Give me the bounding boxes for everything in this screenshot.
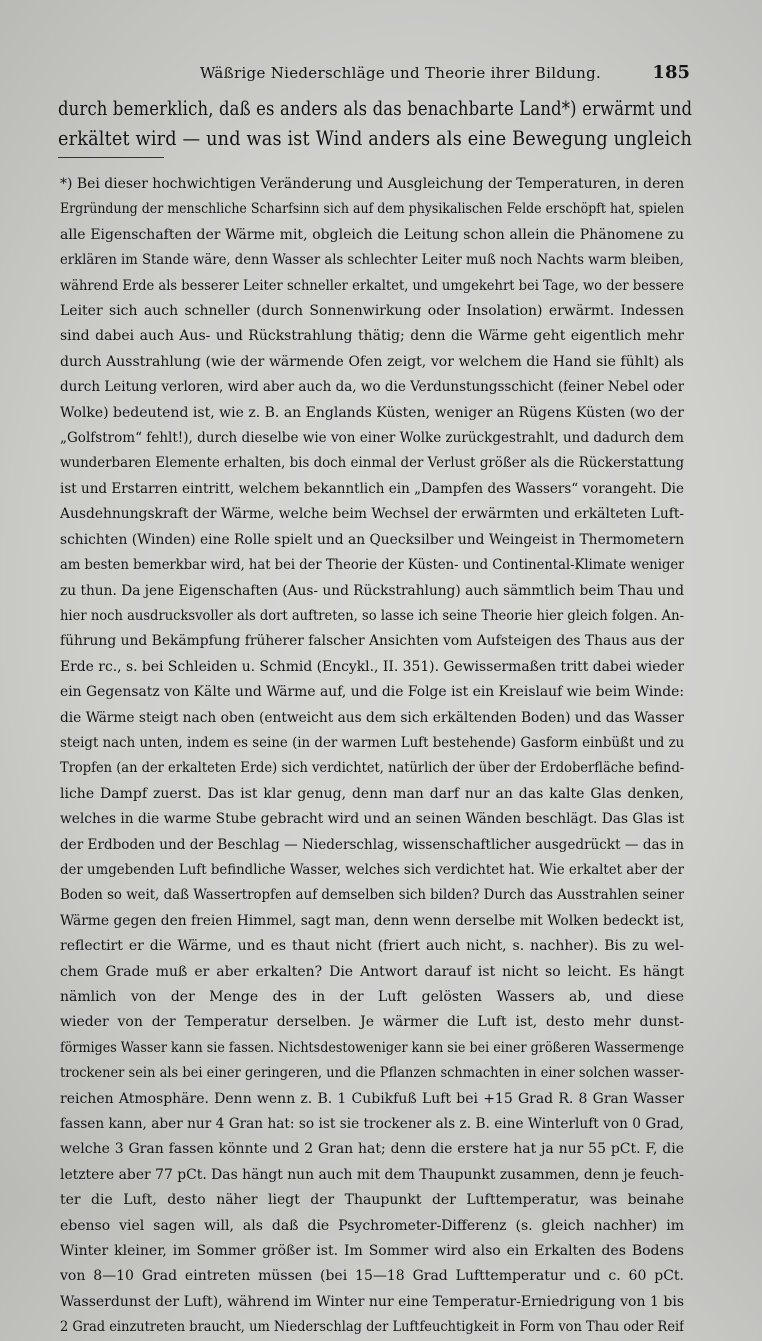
footnote-line: am besten bemerkbar wird, hat bei der Theorie der Küsten- und Continental-Klimate weniger [60, 557, 684, 574]
main-text-line: erkältet wird — und was ist Wind anders als eine Bewegung ungleich [58, 127, 692, 150]
footnote-line: von 8—10 Grad eintreten müssen (bei 15—18 Grad Lufttemperatur und c. 60 pCt. [60, 1268, 684, 1285]
footnote-line: ein Gegensatz von Kälte und Wärme auf, und die Folge ist ein Kreislauf wie beim Winde: [60, 684, 684, 701]
footnote-line: hier noch ausdrucksvoller als dort auftreten, so lasse ich seine Theorie hier gleich folgen. An- [60, 607, 684, 624]
footnote-line: reflectirt er die Wärme, und es thaut nicht (friert auch nicht, s. nachher). Bis zu wel- [60, 938, 684, 955]
footnote-line: Ausdehnungskraft der Wärme, welche beim Wechsel der erwärmten und erkälteten Luft- [60, 506, 684, 523]
page-number: 185 [652, 62, 690, 83]
footnote-line: ebenso viel sagen will, als daß die Psychrometer-Differenz (s. gleich nachher) im [60, 1217, 684, 1234]
footnote-line: der Erdboden und der Beschlag — Niederschlag, wissenschaftlicher ausgedrückt — das in [60, 836, 684, 853]
footnote-line: welches in die warme Stube gebracht wird und an seinen Wänden beschlägt. Das Glas ist [60, 811, 684, 828]
footnote-line: während Erde als besserer Leiter schneller erkaltet, und umgekehrt bei Tage, wo der bessere [60, 277, 684, 294]
footnote-line: Boden so weit, daß Wassertropfen auf demselben sich bilden? Durch das Ausstrahlen seiner [60, 887, 684, 904]
footnote-line: ter die Luft, desto näher liegt der Thaupunkt der Lufttemperatur, was beinahe [60, 1192, 684, 1209]
footnote-line: wunderbaren Elemente erhalten, bis doch einmal der Verlust größer als die Rückerstattung [60, 455, 684, 472]
footnote-line: ist und Erstarren eintritt, welchem bekanntlich ein „Dampfen des Wassers“ vorangeht. Die [60, 480, 684, 497]
footnote-line: führung und Bekämpfung früherer falscher Ansichten vom Aufsteigen des Thaus aus der [60, 633, 684, 650]
footnote-line: trockener sein als bei einer geringeren, und die Pflanzen schmachten in einer solchen wasser- [60, 1065, 684, 1082]
footnote-line: der umgebenden Luft befindliche Wasser, welches sich verdichtet hat. Wie erkaltet aber der [60, 861, 684, 878]
footnote-line: liche Dampf zuerst. Das ist klar genug, denn man darf nur an das kalte Glas denken, [60, 785, 684, 802]
footnote-line: Wolke) bedeutend ist, wie z. B. an Englands Küsten, weniger an Rügens Küsten (wo der [60, 404, 684, 421]
footnote-line: Wasserdunst der Luft), während im Winter nur eine Temperatur-Erniedrigung von 1 bis [60, 1293, 684, 1310]
footnote-line: chem Grade muß er aber erkalten? Die Antwort darauf ist nicht so leicht. Es hängt [60, 963, 684, 980]
main-text-line: durch bemerklich, daß es anders als das benachbarte Land*) erwärmt und [58, 97, 693, 120]
footnote [60, 172, 684, 1341]
footnote-line: sind dabei auch Aus- und Rückstrahlung thätig; denn die Wärme geht eigentlich mehr [60, 328, 684, 345]
main-text [58, 94, 692, 154]
footnote-line: reichen Atmosphäre. Denn wenn z. B. 1 Cubikfuß Luft bei +15 Grad R. 8 Gran Wasser [60, 1090, 684, 1107]
running-title: Wäßrige Niederschläge und Theorie ihrer Bildung. [200, 64, 602, 82]
page-header [60, 62, 690, 86]
footnote-line: erklären im Stande wäre, denn Wasser als schlechter Leiter muß noch Nachts warm bleiben, [60, 252, 684, 269]
footnote-line: zu thun. Da jene Eigenschaften (Aus- und Rückstrahlung) auch sämmtlich beim Thau und [60, 582, 684, 599]
footnote-line: steigt nach unten, indem es seine (in der warmen Luft bestehende) Gasform einbüßt und zu [60, 734, 684, 751]
footnote-line: Leiter sich auch schneller (durch Sonnenwirkung oder Insolation) erwärmt. Indessen [60, 303, 684, 320]
footnote-line: Wärme gegen den freien Himmel, sagt man, denn wenn derselbe mit Wolken bedeckt ist, [60, 912, 684, 929]
footnote-line: nämlich von der Menge des in der Luft gelösten Wassers ab, und diese [60, 989, 684, 1005]
footnote-line: schichten (Winden) eine Rolle spielt und an Quecksilber und Weingeist in Thermometern [60, 531, 684, 548]
footnote-line: 2 Grad einzutreten braucht, um Niederschlag der Luftfeuchtigkeit in Form von Thau oder Reif [60, 1319, 684, 1336]
footnote-line: förmiges Wasser kann sie fassen. Nichtsdestoweniger kann sie bei einer größeren Wassermenge [60, 1039, 684, 1056]
footnote-separator-rule [58, 157, 164, 158]
footnote-line: alle Eigenschaften der Wärme mit, obgleich die Leitung schon allein die Phänomene zu [60, 226, 684, 243]
footnote-line: *) Bei dieser hochwichtigen Veränderung und Ausgleichung der Temperaturen, in deren [60, 176, 684, 192]
footnote-line: Winter kleiner, im Sommer größer ist. Im Sommer wird also ein Erkalten des Bodens [60, 1243, 684, 1260]
footnote-line: „Golfstrom“ fehlt!), durch dieselbe wie von einer Wolke zurückgestrahlt, und dadurch dem [60, 430, 684, 447]
footnote-line: die Wärme steigt nach oben (entweicht aus dem sich erkältenden Boden) und das Wasser [60, 709, 684, 726]
footnote-line: durch Leitung verloren, wird aber auch da, wo die Verdunstungsschicht (feiner Nebel oder [60, 379, 684, 396]
footnote-line: Ergründung der menschliche Scharfsinn sich auf dem physikalischen Felde erschöpft hat, spielen [60, 201, 684, 218]
footnote-line: wieder von der Temperatur derselben. Je wärmer die Luft ist, desto mehr dunst- [60, 1014, 684, 1031]
footnote-line: durch Ausstrahlung (wie der wärmende Ofen zeigt, vor welchem die Hand sie fühlt) als [60, 353, 684, 370]
footnote-line: Tropfen (an der erkalteten Erde) sich verdichtet, natürlich der über der Erdoberfläche befind- [60, 760, 684, 777]
footnote-line: letztere aber 77 pCt. Das hängt nun auch mit dem Thaupunkt zusammen, denn je feuch- [60, 1166, 684, 1183]
footnote-line: welche 3 Gran fassen könnte und 2 Gran hat; denn die erstere hat ja nur 55 pCt. F, die [60, 1141, 684, 1158]
footnote-line: Erde rc., s. bei Schleiden u. Schmid (Encykl., II. 351). Gewissermaßen tritt dabei wieder [60, 658, 684, 675]
footnote-line: fassen kann, aber nur 4 Gran hat: so ist sie trockener als z. B. eine Winterluft von 0 Grad, [60, 1116, 684, 1133]
